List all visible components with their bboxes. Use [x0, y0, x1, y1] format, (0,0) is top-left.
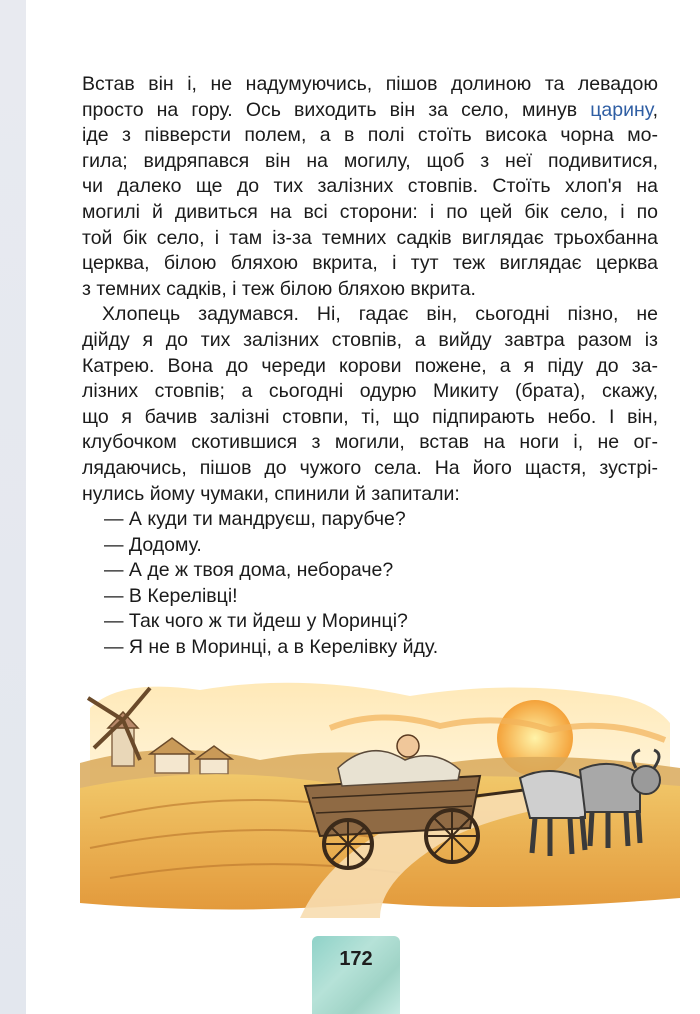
text-fragment: просто на гору. Ось виходить він за село, минув — [82, 98, 591, 121]
page-number-badge — [312, 936, 400, 1014]
text-line — [82, 98, 658, 124]
text-line: іде з півверсти полем, а в полі стоїть висока чорна мо- — [82, 124, 658, 147]
text-line: що я бачив залізні стовпи, ті, що підпирають небо. І він, — [82, 405, 658, 428]
page-number: 172 — [339, 948, 373, 970]
dialogue-line: — Додому. — [104, 533, 202, 556]
text-line: Катрею. Вона до череди корови пожене, а я піду до за- — [82, 354, 658, 377]
text-line: з темних садків, і теж білою бляхою вкрита. — [82, 277, 476, 300]
story-text — [82, 72, 658, 661]
dialogue-line: — А де ж твоя дома, небораче? — [104, 559, 394, 582]
text-line: чи далеко ще до тих залізних стовпів. Стоїть хлоп'я на — [82, 175, 658, 198]
text-line: Встав він і, не надумуючись, пішов долиною та левадою — [82, 73, 658, 95]
text-line: дійду я до тих залізних стовпів, а вийду завтра разом із — [82, 328, 658, 351]
text-fragment: , — [652, 98, 658, 121]
text-line: той бік село, і там із-за темних садків виглядає трьохбанна — [82, 226, 658, 249]
text-line: Хлопець задумався. Ні, гадає він, сьогодні пізно, не — [102, 303, 658, 326]
page-edge-strip — [0, 0, 26, 1014]
text-line: лізних стовпів; а сьогодні одурю Микиту (брата), скажу, — [82, 380, 658, 403]
glossary-word-tsaryna[interactable]: царину — [590, 98, 653, 121]
text-line: гила; видряпався він на могилу, щоб з неї подивитися, — [82, 149, 658, 172]
chumaks-wagon-illustration — [80, 668, 680, 918]
text-line: могилі й дивиться на всі сторони: і по цей бік село, і по — [82, 200, 658, 223]
paragraph-2 — [82, 302, 658, 507]
text-line: клубочком скотившися з могили, встав на ноги і, не ог- — [82, 431, 658, 454]
dialogue-line: — В Керелівці! — [104, 584, 238, 607]
dialogue-line: — Я не в Моринці, а в Керелівку йду. — [104, 636, 439, 659]
paragraph-1 — [82, 72, 658, 302]
dialogue-line: — А куди ти мандруєш, парубче? — [104, 508, 406, 531]
dialogue-line: — Так чого ж ти йдеш у Моринці? — [104, 610, 408, 633]
dialogue — [82, 507, 658, 661]
text-line: лядаючись, пішов до чужого села. На його щастя, зустрі- — [82, 456, 658, 479]
text-line: нулись йому чумаки, спинили й запитали: — [82, 482, 460, 505]
text-line: церква, білою бляхою вкрита, і тут теж виглядає церква — [82, 252, 658, 275]
